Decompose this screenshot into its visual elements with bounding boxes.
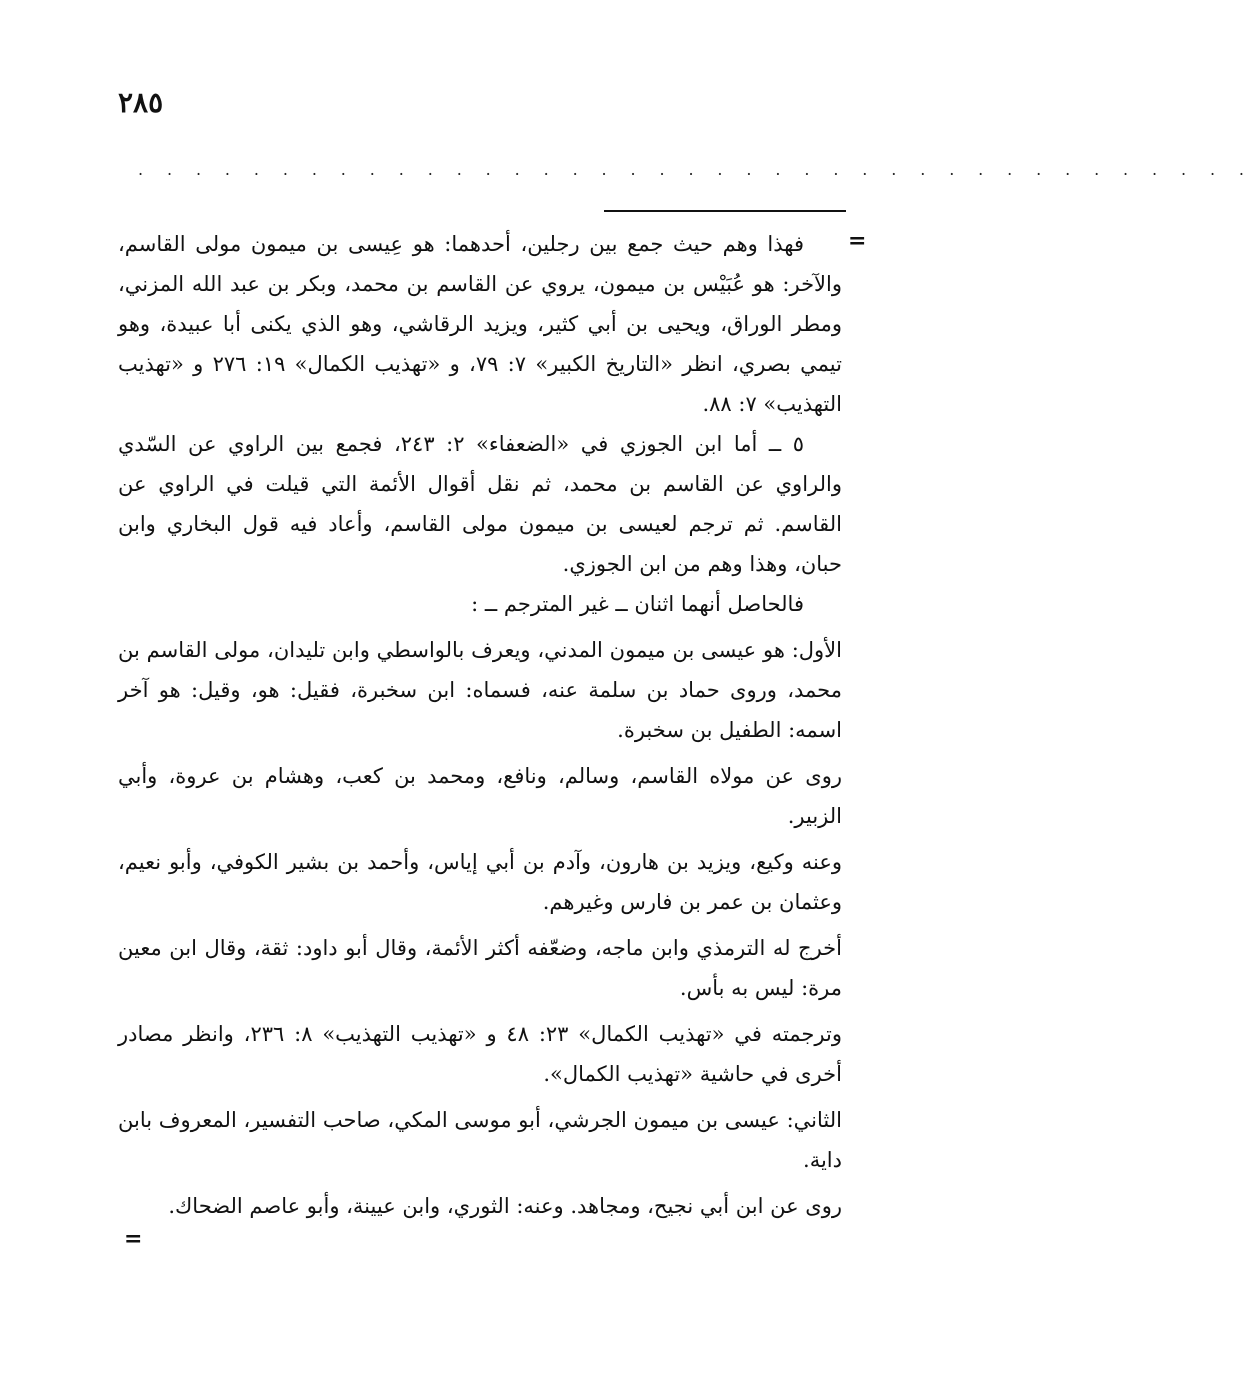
paragraph: فهذا وهم حيث جمع بين رجلين، أحدهما: هو عِيسى بن ميمون مولى القاسم، والآخر: هو عُبَيْس بن ميمون، يروي عن القاسم بن محمد، وبكر بن عبد الله المزني، ومطر الوراق، ويحيى بن أبي كثير، ويزيد الرقاشي، وهو الذي يكنى أبا عبيدة، وهو تيمي بصري، انظر «التاريخ الكبير» ٧: ٧٩، و «تهذيب الكمال» ١٩: ٢٧٦ و «تهذيب التهذيب» ٧: ٨٨. [118,232,842,416]
body-text [118,224,842,1226]
paragraph: وعنه وكيع، ويزيد بن هارون، وآدم بن أبي إياس، وأحمد بن بشير الكوفي، وأبو نعيم، وعثمان بن عمر بن فارس وغيرهم. [118,850,842,914]
continuation-mark-bottom: = [124,1226,143,1252]
footnote-rule [604,210,846,212]
continuation-mark-top: = [848,228,867,254]
paragraph: الأول: هو عيسى بن ميمون المدني، ويعرف بالواسطي وابن تليدان، مولى القاسم بن محمد، وروى حماد بن سلمة عنه، فسماه: ابن سخبرة، فقيل: هو، وقيل: هو آخر اسمه: الطفيل بن سخبرة. [118,638,842,742]
paragraph: فالحاصل أنهما اثنان ــ غير المترجم ــ : [471,592,804,616]
paragraph: وترجمته في «تهذيب الكمال» ٢٣: ٤٨ و «تهذيب التهذيب» ٨: ٢٣٦، وانظر مصادر أخرى في حاشية «تهذيب الكمال». [118,1022,842,1086]
paragraph: روى عن مولاه القاسم، وسالم، ونافع، ومحمد بن كعب، وهشام بن عروة، وأبي الزبير. [118,764,842,828]
paragraph: روى عن ابن أبي نجيح، ومجاهد. وعنه: الثوري، وابن عيينة، وأبو عاصم الضحاك. [168,1194,842,1218]
dotted-separator: . . . . . . . . . . . . . . . . . . . . . . . . . . . . . . . . . . . . . . . [138,160,1253,179]
paragraph: ٥ ــ أما ابن الجوزي في «الضعفاء» ٢: ٢٤٣، فجمع بين الراوي عن السّدي والراوي عن القاسم بن محمد، ثم نقل أقوال الأئمة التي قيلت في الراوي عن القاسم. ثم ترجم لعيسى بن ميمون مولى القاسم، وأعاد فيه قول البخاري وابن حبان، وهذا وهم من ابن الجوزي. [118,432,842,576]
page-number: ٢٨٥ [118,86,164,119]
paragraph: أخرج له الترمذي وابن ماجه، وضعّفه أكثر الأئمة، وقال أبو داود: ثقة، وقال ابن معين مرة: ليس به بأس. [118,936,842,1000]
paragraph: الثاني: عيسى بن ميمون الجرشي، أبو موسى المكي، صاحب التفسير، المعروف بابن داية. [118,1108,842,1172]
